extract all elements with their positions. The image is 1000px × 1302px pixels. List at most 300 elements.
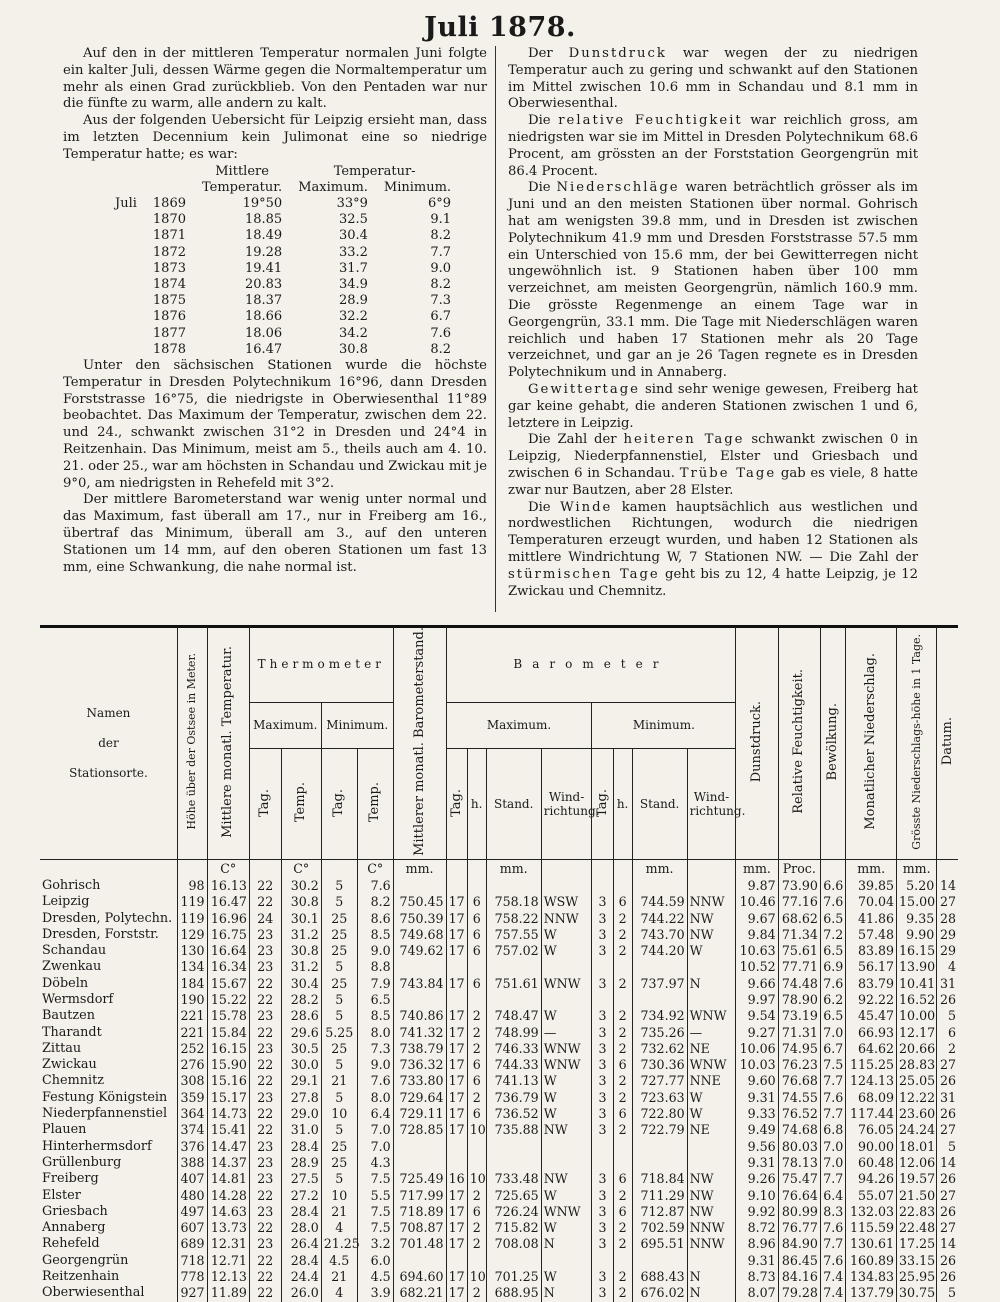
- cell-mean-barometer: 717.99: [393, 1188, 446, 1204]
- cell-precipitation: 130.61: [846, 1236, 897, 1252]
- cell-baro-min-wind: W: [687, 1090, 736, 1106]
- cell-cloud-cover: 6.6: [820, 878, 845, 894]
- cell-elevation: 374: [177, 1122, 207, 1138]
- cell-baro-max-wind: [541, 1253, 592, 1269]
- cell-min-temp: 6.4: [357, 1106, 393, 1122]
- cell-baro-max-day: 17: [446, 1236, 467, 1252]
- cell-max-day: 23: [249, 1236, 281, 1252]
- cell-baro-max-day: [446, 1139, 467, 1155]
- cell-max-temp: 31.2: [281, 927, 321, 943]
- cell-min-temp: 3.2: [357, 1236, 393, 1252]
- cell-baro-min-stand: [632, 959, 687, 975]
- cell-cloud-cover: 7.7: [820, 1171, 845, 1187]
- cell-baro-max-stand: 725.65: [486, 1188, 541, 1204]
- cell-min-temp: 7.0: [357, 1139, 393, 1155]
- table-row: [40, 894, 958, 910]
- cell-baro-min-wind: —: [687, 1025, 736, 1041]
- cell-max-daily-precip: 9.35: [897, 911, 937, 927]
- cell-mean-temp: 15.78: [207, 1008, 249, 1024]
- cell-baro-max-wind: N: [541, 1285, 592, 1301]
- cell-station-name: Zwenkau: [42, 959, 102, 975]
- cell-baro-min-hour: 6: [613, 1171, 632, 1187]
- cell-max-daily-precip: 22.48: [897, 1220, 937, 1236]
- cell-min: 6°9: [428, 195, 452, 211]
- cell-precipitation: 137.79: [846, 1285, 897, 1301]
- cell-vapour-pressure: 9.84: [736, 927, 778, 943]
- cell-baro-max-wind: NW: [541, 1122, 592, 1138]
- cell-max-daily-precip: 23.60: [897, 1106, 937, 1122]
- cell-min-temp: 5.5: [357, 1188, 393, 1204]
- cell-max-temp: 29.1: [281, 1073, 321, 1089]
- cell-precip-date: 26: [937, 1253, 958, 1269]
- cell-baro-max-hour: [467, 1139, 486, 1155]
- cell-min-temp: 7.3: [357, 1041, 393, 1057]
- cell-elevation: 718: [177, 1253, 207, 1269]
- cell-min-temp: 8.0: [357, 1090, 393, 1106]
- cell-min: 7.3: [430, 293, 452, 309]
- cell-baro-min-hour: 2: [613, 1285, 632, 1301]
- cell-mean-barometer: [393, 878, 446, 894]
- cell-mean: 18.85: [244, 212, 283, 228]
- cell-baro-max-stand: 701.25: [486, 1269, 541, 1285]
- header-temp: Temp.: [281, 749, 321, 860]
- cell-baro-max-wind: WNW: [541, 976, 592, 992]
- cell-min-temp: 7.5: [357, 1204, 393, 1220]
- cell-station-name: Oberwiesenthal: [42, 1285, 145, 1301]
- cell-precip-date: 28: [937, 911, 958, 927]
- cell-max-temp: 29.0: [281, 1106, 321, 1122]
- cell-relative-humidity: 74.68: [778, 1122, 820, 1138]
- cell-min-day: 10: [321, 1106, 357, 1122]
- cell-relative-humidity: 73.90: [778, 878, 820, 894]
- cell-max-daily-precip: 5.20: [897, 878, 937, 894]
- cell-relative-humidity: 76.77: [778, 1220, 820, 1236]
- cell-baro-min-wind: NW: [687, 1188, 736, 1204]
- cell-min: 8.2: [430, 341, 452, 357]
- cell-station-name: Festung Königstein: [42, 1089, 168, 1105]
- cell-mean-barometer: [393, 1139, 446, 1155]
- cell-max: 33.2: [338, 244, 368, 260]
- cell-station-name: Griesbach: [42, 1203, 108, 1219]
- cell-vapour-pressure: 9.31: [736, 1155, 778, 1171]
- cell-baro-max-day: 17: [446, 1008, 467, 1024]
- cell-max-daily-precip: 28.83: [897, 1057, 937, 1073]
- cell-max-day: 22: [249, 976, 281, 992]
- cell-min-day: 21: [321, 1269, 357, 1285]
- cell-relative-humidity: 74.55: [778, 1090, 820, 1106]
- cell-baro-max-wind: WNW: [541, 1204, 592, 1220]
- cell-mean-barometer: 750.45: [393, 894, 446, 910]
- cell-mean: 18.49: [244, 228, 283, 244]
- cell-vapour-pressure: 10.03: [736, 1057, 778, 1073]
- cell-baro-min-day: 3: [592, 1122, 613, 1138]
- cell-baro-max-stand: [486, 878, 541, 894]
- cell-baro-min-stand: 743.70: [632, 927, 687, 943]
- cell-cloud-cover: 6.2: [820, 992, 845, 1008]
- cell-baro-min-hour: 2: [613, 1269, 632, 1285]
- cell-min-day: 4: [321, 1220, 357, 1236]
- cell-station-name: Chemnitz: [42, 1073, 104, 1089]
- header-max-precip: Grösste Niederschlags-höhe in 1 Tage.: [897, 627, 937, 859]
- cell-baro-max-wind: WNW: [541, 1041, 592, 1057]
- header-humidity: Relative Feuchtigkeit.: [778, 627, 820, 859]
- cell-baro-max-hour: 2: [467, 1041, 486, 1057]
- cell-baro-max-hour: 10: [467, 1171, 486, 1187]
- cell-baro-min-hour: 6: [613, 1204, 632, 1220]
- cell-mean-temp: 15.41: [207, 1122, 249, 1138]
- paragraph: Der Dunstdruck war wegen der zu niedrigen Temperatur auch zu gering und schwankt auf den Stationen im Mittel zwischen 10.6 mm in Schandau und 8.1 mm in Oberwiesenthal.: [508, 46, 919, 112]
- units-row: C° C° C° mm. mm. mm. mm. Proc. mm. mm.: [40, 859, 958, 878]
- cell-baro-max-wind: —: [541, 1025, 592, 1041]
- cell-baro-max-stand: [486, 1139, 541, 1155]
- cell-baro-max-wind: [541, 1139, 592, 1155]
- cell-precip-date: 26: [937, 1171, 958, 1187]
- cell-max-temp: 31.0: [281, 1122, 321, 1138]
- cell-max-temp: 28.4: [281, 1139, 321, 1155]
- cell-max-daily-precip: 33.15: [897, 1253, 937, 1269]
- cell-relative-humidity: 84.16: [778, 1269, 820, 1285]
- cell-mean: 16.47: [244, 341, 283, 357]
- header-barometer: Barometer: [446, 627, 736, 702]
- cell-vapour-pressure: 9.56: [736, 1139, 778, 1155]
- cell-baro-max-hour: 2: [467, 1188, 486, 1204]
- cell-precip-date: 4: [937, 959, 958, 975]
- cell-baro-max-wind: W: [541, 1188, 592, 1204]
- cell-cloud-cover: 6.7: [820, 1041, 845, 1057]
- cell-min-temp: 8.5: [357, 927, 393, 943]
- cell-baro-min-wind: [687, 1139, 736, 1155]
- cell-baro-max-stand: 726.24: [486, 1204, 541, 1220]
- header-mean2: Temperatur.: [202, 179, 283, 195]
- cell-min-day: 25: [321, 976, 357, 992]
- cell-precipitation: 134.83: [846, 1269, 897, 1285]
- cell-max-daily-precip: 18.01: [897, 1139, 937, 1155]
- cell-elevation: 689: [177, 1236, 207, 1252]
- cell-max-temp: 30.1: [281, 911, 321, 927]
- cell-vapour-pressure: 9.27: [736, 1025, 778, 1041]
- cell-baro-max-day: 17: [446, 943, 467, 959]
- table-row: [40, 1236, 958, 1252]
- leipzig-year-row: [115, 196, 459, 212]
- cell-mean-barometer: 708.87: [393, 1220, 446, 1236]
- cell-vapour-pressure: 9.10: [736, 1188, 778, 1204]
- table-row: [40, 1188, 958, 1204]
- cell-max-day: 22: [249, 1188, 281, 1204]
- cell-elevation: 98: [177, 878, 207, 894]
- cell-precipitation: 92.22: [846, 992, 897, 1008]
- cell-baro-max-day: [446, 878, 467, 894]
- cell-baro-min-day: [592, 1253, 613, 1269]
- cell-vapour-pressure: 8.73: [736, 1269, 778, 1285]
- cell-elevation: 221: [177, 1025, 207, 1041]
- cell-mean-barometer: 694.60: [393, 1269, 446, 1285]
- cell-baro-max-wind: W: [541, 1008, 592, 1024]
- cell-min-day: 5: [321, 992, 357, 1008]
- cell-cloud-cover: 6.5: [820, 943, 845, 959]
- cell-baro-min-day: 3: [592, 1025, 613, 1041]
- cell-max: 30.4: [338, 228, 368, 244]
- header-stand: Stand.: [486, 749, 541, 860]
- cell-mean-temp: 14.47: [207, 1139, 249, 1155]
- cell-mean-temp: 14.28: [207, 1188, 249, 1204]
- header-vapour: Dunstdruck.: [736, 627, 778, 859]
- cell-precip-date: 27: [937, 1188, 958, 1204]
- cell-min-day: 5: [321, 1057, 357, 1073]
- cell-baro-min-day: 3: [592, 976, 613, 992]
- cell-vapour-pressure: 10.52: [736, 959, 778, 975]
- cell-mean-temp: 13.73: [207, 1220, 249, 1236]
- cell-baro-max-hour: 6: [467, 976, 486, 992]
- paragraph: Gewittertage sind sehr wenige gewesen, Freiberg hat gar keine gehabt, die anderen Stationen zwischen 1 und 6, letztere in Leipzig.: [508, 381, 918, 431]
- cell-min-temp: 7.5: [357, 1220, 393, 1236]
- cell-baro-min-day: 3: [592, 943, 613, 959]
- cell-station-name: Leipzig: [42, 894, 90, 910]
- cell-relative-humidity: 68.62: [778, 911, 820, 927]
- cell-baro-max-day: 17: [446, 911, 467, 927]
- table-row: [40, 959, 958, 975]
- cell-mean-temp: 15.22: [207, 992, 249, 1008]
- cell-relative-humidity: 78.90: [778, 992, 820, 1008]
- cell-elevation: 119: [177, 894, 207, 910]
- cell-max-temp: 30.4: [281, 976, 321, 992]
- cell-label: [115, 326, 145, 342]
- cell-cloud-cover: 7.4: [820, 1285, 845, 1301]
- cell-baro-min-day: [592, 1139, 613, 1155]
- cell-relative-humidity: 76.23: [778, 1057, 820, 1073]
- cell-mean-barometer: 718.89: [393, 1204, 446, 1220]
- table-row: [40, 992, 958, 1008]
- cell-max-daily-precip: 9.90: [897, 927, 937, 943]
- cell-relative-humidity: 84.90: [778, 1236, 820, 1252]
- cell-max-day: 22: [249, 1285, 281, 1301]
- cell-relative-humidity: 80.03: [778, 1139, 820, 1155]
- cell-precipitation: 124.13: [846, 1073, 897, 1089]
- cell-min-day: 5: [321, 1008, 357, 1024]
- cell-station-name: Bautzen: [42, 1008, 95, 1024]
- cell-station-name: Zittau: [42, 1040, 82, 1056]
- cell-max-day: 23: [249, 943, 281, 959]
- cell-precip-date: 27: [937, 1220, 958, 1236]
- cell-elevation: 119: [177, 911, 207, 927]
- cell-baro-max-stand: [486, 1155, 541, 1171]
- leipzig-year-row: [115, 212, 459, 228]
- cell-precip-date: 5: [937, 1285, 958, 1301]
- header-station-name: Namen der Stationsorte.: [40, 627, 177, 859]
- cell-mean-temp: 16.75: [207, 927, 249, 943]
- cell-baro-max-wind: W: [541, 1106, 592, 1122]
- cell-baro-max-hour: 2: [467, 1236, 486, 1252]
- cell-max-temp: 30.8: [281, 894, 321, 910]
- cell-max-temp: 28.4: [281, 1253, 321, 1269]
- cell-max-day: 22: [249, 992, 281, 1008]
- cell-baro-max-hour: [467, 1253, 486, 1269]
- cell-baro-max-stand: 741.13: [486, 1073, 541, 1089]
- cell-baro-min-stand: 744.20: [632, 943, 687, 959]
- cell-min-day: 5: [321, 1090, 357, 1106]
- cell-baro-min-stand: 744.22: [632, 911, 687, 927]
- cell-baro-min-day: 3: [592, 1204, 613, 1220]
- cell-baro-max-wind: W: [541, 927, 592, 943]
- cell-baro-max-wind: W: [541, 1090, 592, 1106]
- cell-station-name: Gohrisch: [42, 877, 101, 893]
- cell-baro-min-stand: 744.59: [632, 894, 687, 910]
- cell-mean-barometer: 733.80: [393, 1073, 446, 1089]
- cell-baro-min-wind: NW: [687, 1171, 736, 1187]
- cell-baro-max-day: [446, 1253, 467, 1269]
- cell-max-daily-precip: 10.00: [897, 1008, 937, 1024]
- cell-cloud-cover: 7.6: [820, 1090, 845, 1106]
- cell-mean-barometer: 741.32: [393, 1025, 446, 1041]
- cell-relative-humidity: 86.45: [778, 1253, 820, 1269]
- cell-baro-max-hour: 6: [467, 1057, 486, 1073]
- cell-vapour-pressure: 9.66: [736, 976, 778, 992]
- cell-max-temp: 31.2: [281, 959, 321, 975]
- header-tag: Tag.: [321, 749, 357, 860]
- cell-max: 28.9: [338, 293, 368, 309]
- cell-mean-barometer: 736.32: [393, 1057, 446, 1073]
- cell-baro-min-stand: 695.51: [632, 1236, 687, 1252]
- header-date: Datum.: [937, 627, 958, 859]
- paragraph: Die Niederschläge waren beträchtlich grösser als im Juni und an den meisten Stationen über normal. Gohrisch hat am wenigsten 39.8 mm, und in Dresden ist zwischen Polytechnikum 41.9 mm und Dresden Forststrasse 57.5 mm ein Unterschied von 15.6 mm, der bei Gewitterregen nicht ungewöhnlich ist. 9 Stationen haben über 100 mm verzeichnet, am meisten Georgengrün, nämlich 160.9 mm. Die grösste Regenmenge an einem Tage war in Georgengrün, 33.1 mm. Die Tage mit Niederschlägen waren reichlich und haben 17 Stationen mehr als 20 Tage verzeichnet, und gar an je 26 Tagen regnete es in Dresden Polytechnikum und in Annaberg.: [508, 180, 918, 381]
- cell-precip-date: 14: [937, 878, 958, 894]
- cell-baro-min-stand: [632, 878, 687, 894]
- table-row: [40, 1106, 958, 1122]
- cell-max-daily-precip: 24.24: [897, 1122, 937, 1138]
- cell-baro-min-wind: W: [687, 1106, 736, 1122]
- cell-baro-min-hour: [613, 1155, 632, 1171]
- cell-precipitation: 60.48: [846, 1155, 897, 1171]
- cell-precip-date: 26: [937, 992, 958, 1008]
- cell-baro-min-wind: NE: [687, 1041, 736, 1057]
- cell-max-day: 22: [249, 1269, 281, 1285]
- cell-max-day: 23: [249, 1008, 281, 1024]
- cell-station-name: Annaberg: [42, 1220, 106, 1236]
- cell-year: 1870: [152, 212, 186, 228]
- cell-baro-max-stand: 751.61: [486, 976, 541, 992]
- cell-max-temp: 30.8: [281, 943, 321, 959]
- cell-baro-min-stand: [632, 1155, 687, 1171]
- cell-mean-barometer: 750.39: [393, 911, 446, 927]
- cell-station-name: Schandau: [42, 943, 107, 959]
- cell-cloud-cover: 7.0: [820, 1025, 845, 1041]
- cell-baro-min-wind: W: [687, 943, 736, 959]
- header-thermo-max: Maximum.: [249, 702, 321, 748]
- cell-cloud-cover: 7.6: [820, 1253, 845, 1269]
- header-temp: Temp.: [357, 749, 393, 860]
- cell-max-day: 22: [249, 1122, 281, 1138]
- cell-baro-min-hour: 2: [613, 976, 632, 992]
- cell-mean-temp: 16.64: [207, 943, 249, 959]
- cell-max-day: 24: [249, 911, 281, 927]
- header-temp: Temperatur-: [333, 163, 416, 179]
- cell-baro-min-wind: [687, 1253, 736, 1269]
- cell-baro-min-hour: [613, 1139, 632, 1155]
- cell-baro-max-wind: W: [541, 1220, 592, 1236]
- cell-station-name: Dresden, Polytechn.: [42, 910, 173, 926]
- cell-mean-barometer: 729.64: [393, 1090, 446, 1106]
- cell-baro-max-day: 17: [446, 1073, 467, 1089]
- header-max: Maximum.: [298, 179, 368, 195]
- cell-relative-humidity: 73.19: [778, 1008, 820, 1024]
- header-wind: Wind-richtung.: [687, 749, 736, 860]
- cell-precip-date: 29: [937, 943, 958, 959]
- cell-station-name: Zwickau: [42, 1057, 97, 1073]
- cell-baro-max-stand: 688.95: [486, 1285, 541, 1301]
- cell-mean-temp: 14.37: [207, 1155, 249, 1171]
- cell-label: [115, 277, 145, 293]
- cell-relative-humidity: 76.64: [778, 1188, 820, 1204]
- cell-vapour-pressure: 9.26: [736, 1171, 778, 1187]
- cell-elevation: 190: [177, 992, 207, 1008]
- cell-baro-max-hour: 2: [467, 1285, 486, 1301]
- cell-max-temp: 24.4: [281, 1269, 321, 1285]
- cell-min-temp: 8.5: [357, 1008, 393, 1024]
- table-row: [40, 1285, 958, 1301]
- cell-baro-max-stand: 733.48: [486, 1171, 541, 1187]
- cell-min-day: 5: [321, 1122, 357, 1138]
- cell-mean-barometer: 749.68: [393, 927, 446, 943]
- cell-vapour-pressure: 8.96: [736, 1236, 778, 1252]
- table-row: [40, 976, 958, 992]
- leipzig-year-row: [115, 277, 459, 293]
- cell-max-temp: 30.2: [281, 878, 321, 894]
- cell-relative-humidity: 74.48: [778, 976, 820, 992]
- cell-cloud-cover: 8.3: [820, 1204, 845, 1220]
- cell-baro-max-day: [446, 992, 467, 1008]
- cell-baro-max-stand: [486, 1253, 541, 1269]
- cell-baro-max-hour: [467, 1155, 486, 1171]
- cell-label: [115, 309, 145, 325]
- cell-baro-min-stand: 711.29: [632, 1188, 687, 1204]
- cell-station-name: Tharandt: [42, 1024, 102, 1040]
- cell-station-name: Wermsdorf: [42, 992, 114, 1007]
- cell-baro-max-hour: 10: [467, 1269, 486, 1285]
- cell-cloud-cover: 6.4: [820, 1188, 845, 1204]
- cell-baro-max-stand: 744.33: [486, 1057, 541, 1073]
- cell-baro-max-stand: 757.02: [486, 943, 541, 959]
- cell-mean-barometer: 682.21: [393, 1285, 446, 1301]
- cell-mean-barometer: 701.48: [393, 1236, 446, 1252]
- cell-mean: 19.28: [244, 244, 283, 260]
- cell-elevation: 359: [177, 1090, 207, 1106]
- cell-elevation: 388: [177, 1155, 207, 1171]
- table-row: [40, 943, 958, 959]
- cell-relative-humidity: 71.31: [778, 1025, 820, 1041]
- cell-relative-humidity: 76.52: [778, 1106, 820, 1122]
- cell-baro-min-wind: N: [687, 1269, 736, 1285]
- cell-label: [115, 342, 145, 358]
- leipzig-year-row: [115, 326, 459, 342]
- table-row: [40, 878, 958, 894]
- cell-mean: 19.41: [244, 260, 283, 276]
- cell-max: 34.2: [338, 325, 368, 341]
- cell-max-temp: 28.9: [281, 1155, 321, 1171]
- cell-elevation: 184: [177, 976, 207, 992]
- cell-precip-date: 26: [937, 1204, 958, 1220]
- cell-vapour-pressure: 9.31: [736, 1253, 778, 1269]
- cell-max-day: 22: [249, 894, 281, 910]
- cell-min-day: 25: [321, 1041, 357, 1057]
- cell-elevation: 376: [177, 1139, 207, 1155]
- cell-baro-min-day: 3: [592, 1073, 613, 1089]
- cell-cloud-cover: 7.0: [820, 1139, 845, 1155]
- cell-baro-max-stand: 708.08: [486, 1236, 541, 1252]
- cell-max-daily-precip: 20.66: [897, 1041, 937, 1057]
- cell-baro-min-hour: [613, 959, 632, 975]
- cell-max-day: 23: [249, 1171, 281, 1187]
- table-row: [40, 1057, 958, 1073]
- table-row: [40, 927, 958, 943]
